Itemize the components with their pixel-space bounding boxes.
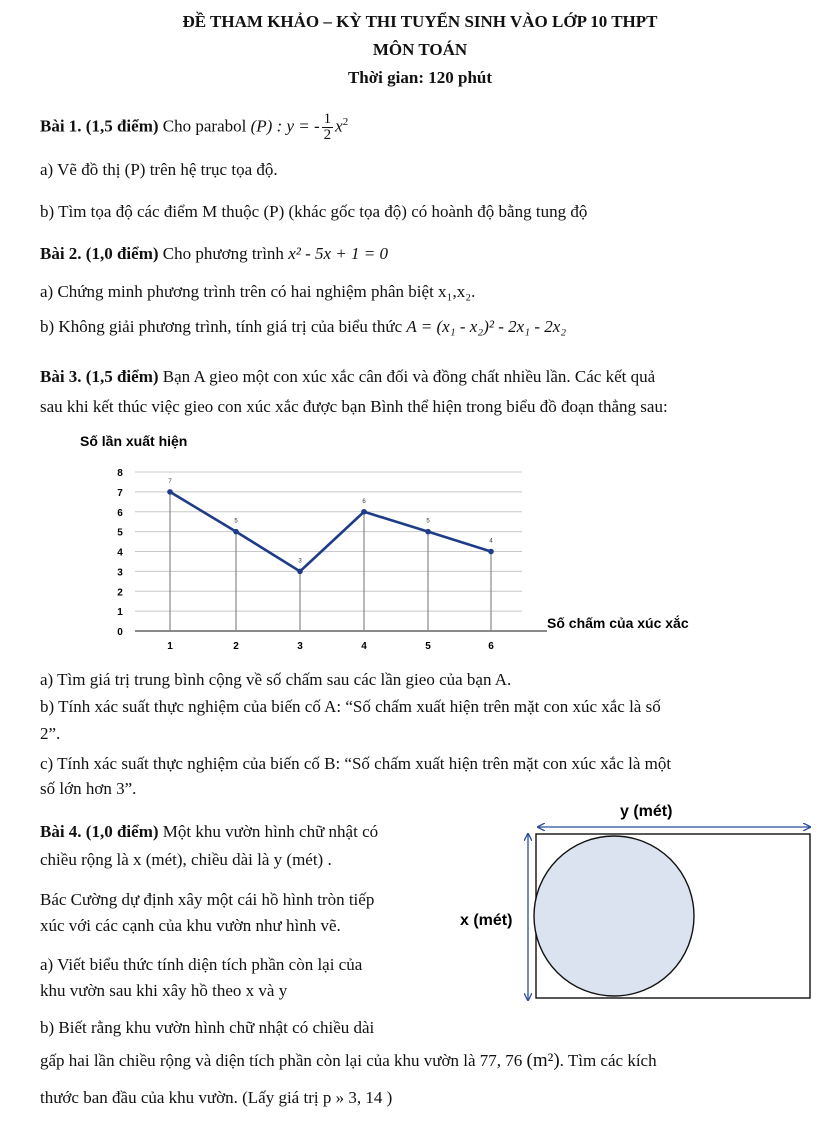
bai3-line1: Bạn A gieo một con xúc xắc cân đối và đồng chất nhiều lần. Các kết quả	[162, 367, 656, 386]
bai4-part-b-line3: thước ban đầu của khu vườn. (Lấy giá trị p » 3, 14 )	[40, 1088, 393, 1107]
x-dimension-label: x (mét)	[460, 912, 513, 929]
data-point	[488, 549, 494, 555]
data-label: 7	[168, 478, 172, 485]
bai4-part-b-line1: b) Biết rằng khu vườn hình chữ nhật có chiều dài	[40, 1018, 375, 1037]
bai1-fraction	[322, 112, 334, 143]
bai1-part-a: a) Vẽ đồ thị (P) trên hệ trục tọa độ.	[40, 160, 278, 179]
data-label: 4	[489, 538, 493, 545]
x-tick-label: 2	[233, 641, 239, 652]
data-point	[167, 489, 173, 495]
chart-y-axis-label: Số lần xuất hiện	[80, 433, 188, 449]
exam-title: ĐỀ THAM KHẢO – KỲ THI TUYỂN SINH VÀO LỚP 10 THPT	[182, 12, 658, 31]
bai1-intro: Cho parabol	[162, 116, 247, 136]
y-tick-label: 6	[117, 507, 123, 519]
bai3-part-b-line1: b) Tính xác suất thực nghiệm của biến cố A: “Số chấm xuất hiện trên mặt con xúc xắc là số	[40, 697, 661, 716]
bai3-line2: sau khi kết thúc việc gieo con xúc xắc được bạn Bình thể hiện trong biểu đồ đoạn thẳng sau:	[40, 397, 668, 416]
data-label: 3	[298, 558, 302, 565]
bai4-line8: gấp hai lần chiều rộng và diện tích phần còn lại của khu vườn là 77, 76	[40, 1051, 523, 1070]
pond-circle	[534, 836, 694, 996]
bai4-title: Bài 4. (1,0 điểm)	[40, 822, 159, 841]
bai3-heading	[40, 367, 655, 387]
bai1-formula-lhs: (P) : y = -	[250, 116, 320, 136]
bai2-equation: x² - 5x + 1 = 0	[288, 244, 388, 263]
bai1-part-b: b) Tìm tọa độ các điểm M thuộc (P) (khác gốc tọa độ) có hoành độ bằng tung độ	[40, 202, 588, 221]
data-label: 5	[426, 518, 430, 525]
bai4-part-a-line2: khu vườn sau khi xây hồ theo x và y	[40, 981, 288, 1000]
bai3-part-a: a) Tìm giá trị trung bình cộng về số chấm sau các lần gieo của bạn A.	[40, 670, 512, 689]
y-tick-label: 2	[117, 587, 123, 599]
line-chart	[60, 430, 760, 665]
bai3-title: Bài 3. (1,5 điểm)	[40, 367, 159, 386]
data-label: 6	[362, 498, 366, 505]
data-point	[297, 569, 303, 575]
y-tick-label: 3	[117, 567, 123, 579]
frac-numerator: 1	[323, 111, 332, 127]
bai4-heading	[40, 822, 378, 842]
bai1-heading	[40, 112, 348, 143]
bai1-title: Bài 1. (1,5 điểm)	[40, 116, 159, 136]
data-point	[361, 509, 367, 515]
bai2-part-a: a) Chứng minh phương trình trên có hai nghiệm phân biệt x₁,x₂.	[40, 282, 476, 301]
time-limit: Thời gian: 120 phút	[347, 68, 493, 87]
y-tick-label: 5	[117, 527, 123, 539]
y-dimension-label: y (mét)	[620, 803, 673, 820]
bai1-formula-var: x	[335, 116, 343, 136]
data-label: 5	[234, 518, 238, 525]
bai4-line1: Một khu vườn hình chữ nhật có	[162, 822, 379, 841]
y-tick-label: 4	[117, 547, 123, 559]
bai3-part-b-line2: 2”.	[40, 724, 61, 743]
bai1-formula-exp: 2	[342, 115, 349, 128]
garden-figure	[460, 800, 830, 1005]
bai2-part-b	[40, 317, 566, 337]
data-point	[233, 529, 239, 535]
bai4-line4: xúc với các cạnh của khu vườn như hình vẽ.	[40, 916, 341, 935]
bai4-line8-end: . Tìm các kích	[559, 1051, 657, 1070]
bai2-heading	[40, 244, 388, 264]
bai4-area-unit: (m²)	[526, 1050, 560, 1071]
x-tick-label: 5	[425, 641, 431, 652]
bai4-part-b-line2	[40, 1050, 657, 1072]
y-tick-label: 1	[117, 607, 123, 619]
bai2-part-b-text: b) Không giải phương trình, tính giá trị của biểu thức	[40, 317, 403, 336]
bai2-expression: A = (x₁ - x₂)² - 2x₁ - 2x₂	[406, 317, 567, 336]
subject-title: MÔN TOÁN	[372, 40, 468, 59]
chart-x-axis-label: Số chấm của xúc xắc	[547, 615, 689, 631]
data-point	[425, 529, 431, 535]
x-tick-label: 6	[488, 641, 494, 652]
y-tick-label: 8	[117, 468, 123, 479]
bai4-line2: chiều rộng là x (mét), chiều dài là y (mét) .	[40, 850, 332, 869]
y-tick-label: 7	[117, 487, 123, 499]
bai4-line3: Bác Cường dự định xây một cái hồ hình tròn tiếp	[40, 890, 375, 909]
bai2-intro: Cho phương trình	[162, 244, 284, 263]
bai3-part-c-line1: c) Tính xác suất thực nghiệm của biến cố B: “Số chấm xuất hiện trên mặt con xúc xắc là một	[40, 754, 672, 773]
y-tick-label: 0	[117, 627, 123, 638]
bai4-part-a-line1: a) Viết biểu thức tính diện tích phần còn lại của	[40, 955, 363, 974]
bai2-title: Bài 2. (1,0 điểm)	[40, 244, 159, 263]
x-tick-label: 1	[167, 641, 173, 652]
bai3-part-c-line2: số lớn hơn 3”.	[40, 779, 137, 798]
frac-denominator: 2	[323, 127, 332, 143]
x-tick-label: 4	[361, 641, 367, 652]
x-tick-label: 3	[297, 641, 303, 652]
